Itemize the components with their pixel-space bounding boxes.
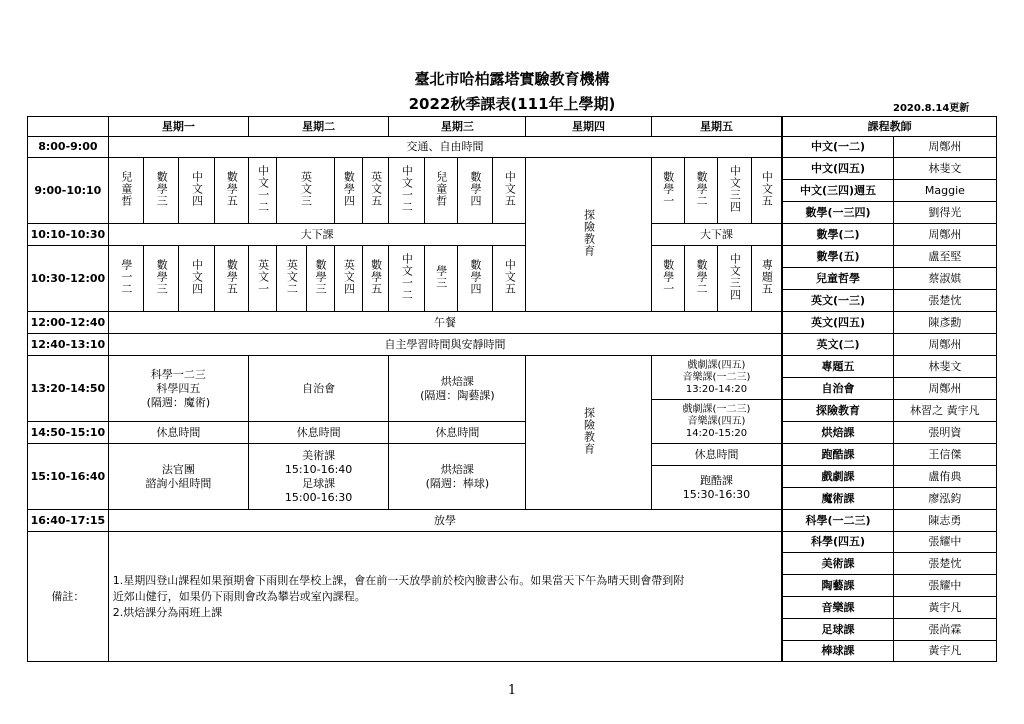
teacher-name: 黃宇凡 <box>893 641 996 662</box>
course-name: 數學(一三四) <box>782 202 893 224</box>
day-thu: 星期四 <box>526 117 651 137</box>
class-cell: 兒童哲 <box>108 158 143 224</box>
class-cell: 數學四 <box>457 158 492 224</box>
course-name: 中文(三四)週五 <box>782 180 893 202</box>
adventure-edu-am: 探險教育 <box>526 158 651 312</box>
course-name: 中文(一二) <box>782 137 893 158</box>
class-cell: 專題五 <box>751 246 782 312</box>
course-name: 英文(一三) <box>782 290 893 312</box>
remarks-label: 備註： <box>28 532 109 662</box>
teacher-name: 張楚忱 <box>893 553 996 575</box>
course-name: 音樂課 <box>782 597 893 619</box>
teacher-name: 林斐文 <box>893 158 996 180</box>
science-cell: 科學一二三 科學四五 (隔週：魔術) <box>108 356 248 422</box>
remarks-cell <box>108 532 782 662</box>
class-cell: 中文三四 <box>718 158 751 224</box>
class-cell: 數學五 <box>363 246 389 312</box>
class-cell: 中文四 <box>179 246 214 312</box>
drama-music-b: 戲劇課(一二三) 音樂課(四五) 14:20-15:20 <box>651 400 782 444</box>
class-cell: 中文三四 <box>718 246 751 312</box>
teacher-name: 張耀中 <box>893 575 996 597</box>
schedule-table <box>27 116 997 662</box>
course-name: 棒球課 <box>782 641 893 662</box>
updated-date: 2020.8.14更新 <box>893 103 970 114</box>
page-number: 1 <box>507 683 517 698</box>
judge-cell: 法官團 諮詢小組時間 <box>108 444 248 510</box>
class-cell: 數學二 <box>684 158 717 224</box>
course-name: 英文(四五) <box>782 312 893 334</box>
class-cell: 英文一 <box>248 246 276 312</box>
course-name: 科學(四五) <box>782 532 893 553</box>
class-cell: 數學五 <box>214 158 248 224</box>
teacher-name: 劉得光 <box>893 202 996 224</box>
class-cell: 英文四 <box>334 246 362 312</box>
course-name: 科學(一二三) <box>782 510 893 532</box>
time-cell: 14:50-15:10 <box>28 422 109 444</box>
teacher-name: 張明資 <box>893 422 996 444</box>
teacher-name: 張耀中 <box>893 532 996 553</box>
teacher-name: 黃宇凡 <box>893 597 996 619</box>
baking-baseball-cell: 烘焙課 (隔週：棒球) <box>389 444 526 510</box>
class-cell: 兒童哲 <box>424 158 457 224</box>
course-name: 陶藝課 <box>782 575 893 597</box>
time-cell: 10:30-12:00 <box>28 246 109 312</box>
free-time: 交通、自由時間 <box>108 137 782 158</box>
rest-cell: 休息時間 <box>651 444 782 466</box>
class-cell: 學一二 <box>108 246 143 312</box>
course-name: 兒童哲學 <box>782 268 893 290</box>
dismiss-cell: 放學 <box>108 510 782 532</box>
class-cell: 中文五 <box>751 158 782 224</box>
teacher-name: 林斐文 <box>893 356 996 378</box>
course-name: 數學(五) <box>782 246 893 268</box>
adventure-edu-pm: 探險教育 <box>526 356 651 510</box>
teacher-name: 陳彥勳 <box>893 312 996 334</box>
teacher-name: 林習之 黃宇凡 <box>893 400 996 422</box>
time-cell: 13:20-14:50 <box>28 356 109 422</box>
teacher-name: 周鄭州 <box>893 378 996 400</box>
class-cell: 數學一 <box>651 246 684 312</box>
time-cell: 9:00-10:10 <box>28 158 109 224</box>
teacher-header: 課程教師 <box>782 117 996 137</box>
course-name: 中文(四五) <box>782 158 893 180</box>
time-cell: 10:10-10:30 <box>28 224 109 246</box>
class-cell: 學三 <box>424 246 457 312</box>
class-cell: 數學四 <box>457 246 492 312</box>
time-cell: 16:40-17:15 <box>28 510 109 532</box>
teacher-name: 周鄭州 <box>893 137 996 158</box>
class-cell: 數學五 <box>214 246 248 312</box>
corner-cell <box>28 117 109 137</box>
class-cell: 數學三 <box>306 246 334 312</box>
teacher-name: Maggie <box>893 180 996 202</box>
day-wed: 星期三 <box>389 117 526 137</box>
time-cell: 8:00-9:00 <box>28 137 109 158</box>
teacher-name: 周鄭州 <box>893 334 996 356</box>
time-cell: 15:10-16:40 <box>28 444 109 510</box>
teacher-name: 張楚忱 <box>893 290 996 312</box>
course-name: 足球課 <box>782 619 893 641</box>
teacher-name: 張尚霖 <box>893 619 996 641</box>
remark-line: 1.星期四登山課程如果預期會下雨則在學校上課，會在前一天放學前於校內臉書公布。如果當天下午為晴天則會帶到附 <box>112 573 685 587</box>
course-name: 探險教育 <box>782 400 893 422</box>
course-name: 自治會 <box>782 378 893 400</box>
class-cell: 數學三 <box>144 246 179 312</box>
class-cell: 中文一二 <box>248 158 276 224</box>
lunch-cell: 午餐 <box>108 312 782 334</box>
class-cell: 英文五 <box>363 158 389 224</box>
quiet-time-cell: 自主學習時間與安靜時間 <box>108 334 782 356</box>
class-cell: 數學三 <box>144 158 179 224</box>
class-cell: 中文一二 <box>389 158 424 224</box>
teacher-name: 陳志勇 <box>893 510 996 532</box>
day-tue: 星期二 <box>248 117 388 137</box>
teacher-name: 盧侑典 <box>893 466 996 488</box>
course-name: 烘焙課 <box>782 422 893 444</box>
class-cell: 中文五 <box>493 158 526 224</box>
time-cell: 12:40-13:10 <box>28 334 109 356</box>
parkour-cell: 跑酷課 15:30-16:30 <box>651 466 782 510</box>
schedule-title: 2022秋季課表(111年上學期) <box>408 95 616 113</box>
art-soccer-cell: 美術課 15:10-16:40 足球課 15:00-16:30 <box>248 444 388 510</box>
course-name: 英文(二) <box>782 334 893 356</box>
rest-cell: 休息時間 <box>248 422 388 444</box>
class-cell: 中文五 <box>493 246 526 312</box>
council-cell: 自治會 <box>248 356 388 422</box>
break-cell: 大下課 <box>651 224 782 246</box>
class-cell: 英文二 <box>277 246 306 312</box>
teacher-name: 王信傑 <box>893 444 996 466</box>
class-cell: 中文四 <box>179 158 214 224</box>
class-cell: 數學四 <box>334 158 362 224</box>
teacher-name: 蔡淑娸 <box>893 268 996 290</box>
class-cell: 數學二 <box>684 246 717 312</box>
remark-line: 近郊山健行，如果仍下雨則會改為攀岩或室內課程。 <box>112 589 366 603</box>
baking-cell: 烘焙課 (隔週：陶藝課) <box>389 356 526 422</box>
drama-music-a: 戲劇課(四五) 音樂課(一二三) 13:20-14:20 <box>651 356 782 400</box>
course-name: 戲劇課 <box>782 466 893 488</box>
course-name: 專題五 <box>782 356 893 378</box>
day-fri: 星期五 <box>651 117 782 137</box>
class-cell: 數學一 <box>651 158 684 224</box>
org-title: 臺北市哈柏露塔實驗教育機構 <box>414 70 610 88</box>
rest-cell: 休息時間 <box>108 422 248 444</box>
course-name: 跑酷課 <box>782 444 893 466</box>
remark-line: 2.烘焙課分為兩班上課 <box>112 605 223 619</box>
teacher-name: 廖泓鈞 <box>893 488 996 510</box>
rest-cell: 休息時間 <box>389 422 526 444</box>
class-cell: 中文一二 <box>389 246 424 312</box>
teacher-name: 盧至堅 <box>893 246 996 268</box>
time-cell: 12:00-12:40 <box>28 312 109 334</box>
course-name: 數學(二) <box>782 224 893 246</box>
teacher-name: 周鄭州 <box>893 224 996 246</box>
class-cell: 英文三 <box>277 158 335 224</box>
course-name: 美術課 <box>782 553 893 575</box>
course-name: 魔術課 <box>782 488 893 510</box>
break-cell: 大下課 <box>108 224 526 246</box>
day-mon: 星期一 <box>108 117 248 137</box>
